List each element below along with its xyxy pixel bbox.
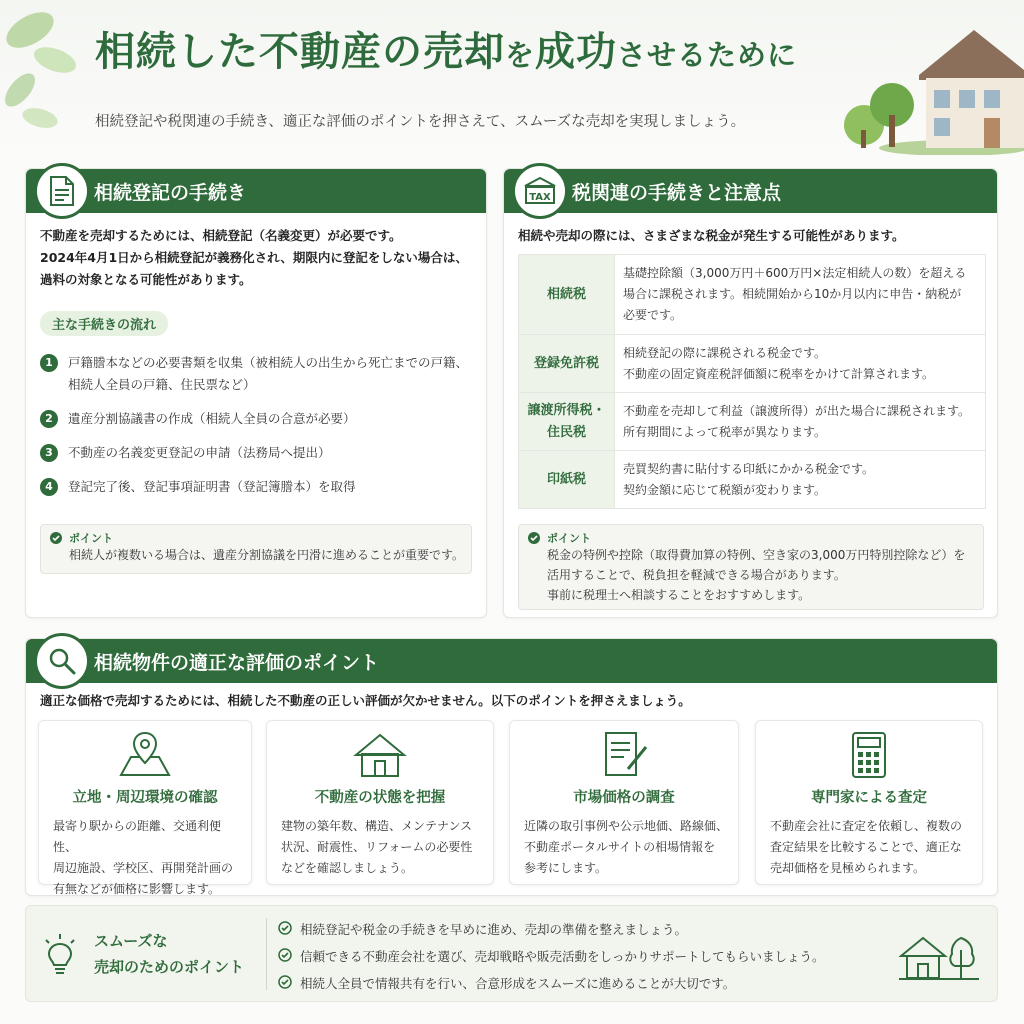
tax-label: 印紙税 (519, 451, 615, 509)
summary-box: スムーズな 売却のためのポイント 相続登記や税金の手続きを早めに進め、売却の準備を整えましょう。 信頼できる不動産会社を選び、売却戦略や販売活動をしっかりサポートしてもらいましょう。 相続人全員で情報共有を行い、合意形成をスムーズに進めることが大切です。 (25, 905, 998, 1002)
step-text: 登記完了後、登記事項証明書（登記簿謄本）を取得 (68, 479, 356, 494)
table-row (519, 255, 986, 335)
check-circle-icon (527, 531, 541, 545)
check-circle-icon (278, 975, 292, 989)
check-circle-icon (278, 948, 292, 962)
eval-card-body: 建物の築年数、構造、メンテナンス 状況、耐震性、リフォームの必要性 などを確認しましょう。 (281, 819, 473, 875)
eval-card-condition (266, 720, 494, 885)
eval-card-expert (755, 720, 983, 885)
summary-title: スムーズな 売却のためのポイント (94, 932, 245, 976)
tax-icon-text: TAX (529, 192, 551, 203)
tax-label: 譲渡所得税・ 住民税 (519, 393, 615, 451)
point-title: ポイント (69, 532, 113, 545)
tax-intro: 相続や売却の際には、さまざまな税金が発生する可能性があります。 (518, 228, 905, 243)
registration-point-box (40, 524, 472, 574)
lightbulb-icon (40, 932, 80, 978)
eval-card-title: 専門家による査定 (811, 790, 927, 806)
leaf-decoration-icon (0, 0, 90, 150)
tax-desc: 基礎控除額（3,000万円＋600万円×法定相続人の数）を超える 場合に課税されます。相続開始から10か月以内に申告・納税が 必要です。 (615, 255, 986, 335)
registration-heading: 相続登記の手続き (94, 182, 247, 204)
magnifier-icon (34, 633, 90, 689)
document-pen-icon (594, 729, 654, 781)
point-body: 相続人が複数いる場合は、遺産分割協議を円滑に進めることが重要です。 (69, 548, 465, 562)
registration-header (26, 169, 486, 213)
house-tree-icon (899, 932, 979, 982)
registration-intro-3: 過料の対象となる可能性があります。 (40, 272, 252, 287)
map-pin-icon (115, 729, 175, 781)
step-item (40, 476, 480, 498)
tax-desc: 相続登記の際に課税される税金です。 不動産の固定資産税評価額に税率をかけて計算されます。 (615, 335, 986, 393)
check-circle-icon (49, 531, 63, 545)
document-icon (34, 163, 90, 219)
step-item (40, 408, 480, 430)
registration-intro-1: 不動産を売却するためには、相続登記（名義変更）が必要です。 (40, 228, 402, 243)
table-row (519, 335, 986, 393)
registration-intro-2: 2024年4月1日から相続登記が義務化され、期限内に登記をしない場合は、 (40, 250, 468, 265)
check-circle-icon (278, 921, 292, 935)
step-item (40, 352, 480, 396)
evaluation-heading: 相続物件の適正な評価のポイント (94, 652, 380, 674)
eval-card-title: 市場価格の調査 (573, 790, 675, 806)
point-body: 税金の特例や控除（取得費加算の特例、空き家の3,000万円特別控除など）を 活用することで、税負担を軽減できる場合があります。 事前に税理士へ相談することをおすすめします。 (547, 548, 966, 602)
tax-heading: 税関連の手続きと注意点 (572, 182, 782, 204)
tax-desc: 不動産を売却して利益（譲渡所得）が出た場合に課税されます。 所有期間によって税率が異なります。 (615, 393, 986, 451)
eval-card-body: 不動産会社に査定を依頼し、複数の 査定結果を比較することで、適正な 売却価格を見極められます。 (770, 819, 963, 875)
eval-card-market (509, 720, 739, 885)
tax-header (504, 169, 997, 213)
step-number: 2 (40, 410, 58, 428)
house-illustration-icon (834, 20, 1024, 155)
step-number: 3 (40, 444, 58, 462)
eval-card-title: 不動産の状態を把握 (314, 790, 446, 806)
step-text: 不動産の名義変更登記の申請（法務局へ提出） (68, 445, 331, 460)
evaluation-header (26, 639, 997, 683)
calculator-icon (839, 729, 899, 781)
house-icon (350, 729, 410, 781)
table-row (519, 393, 986, 451)
tax-icon (512, 163, 568, 219)
tax-label: 登録免許税 (519, 335, 615, 393)
point-title: ポイント (547, 532, 591, 545)
step-text: 遺産分割協議書の作成（相続人全員の合意が必要） (68, 411, 356, 426)
header (0, 0, 1024, 155)
registration-card (25, 168, 487, 618)
eval-card-title: 立地・周辺環境の確認 (72, 790, 218, 806)
tax-card (503, 168, 998, 618)
eval-card-location (38, 720, 252, 896)
tax-table (518, 254, 986, 509)
divider (266, 918, 267, 990)
tax-label: 相続税 (519, 255, 615, 335)
step-number: 4 (40, 478, 58, 496)
flow-label: 主な手続きの流れ (40, 311, 168, 336)
step-text-cont: 相続人全員の戸籍、住民票など） (68, 377, 256, 392)
evaluation-intro: 適正な価格で売却するためには、相続した不動産の正しい評価が欠かせません。以下のポイントを押さえましょう。 (40, 693, 691, 708)
step-item (40, 442, 480, 464)
page-title: 相続した不動産の売却を成功させるために (95, 28, 798, 75)
tax-point-box (518, 524, 984, 610)
tax-desc: 売買契約書に貼付する印紙にかかる税金です。 契約金額に応じて税額が変わります。 (615, 451, 986, 509)
page-subtitle: 相続登記や税関連の手続き、適正な評価のポイントを押さえて、スムーズな売却を実現しましょう。 (95, 114, 746, 130)
table-row (519, 451, 986, 509)
eval-card-body: 最寄り駅からの距離、交通利便性、 周辺施設、学校区、再開発計画の 有無などが価格に影響します。 (53, 819, 234, 896)
step-number: 1 (40, 354, 58, 372)
step-text: 戸籍謄本などの必要書類を収集（被相続人の出生から死亡までの戸籍、 (68, 355, 469, 370)
eval-card-body: 近隣の取引事例や公示地価、路線価、 不動産ポータルサイトの相場情報を 参考にします。 (524, 819, 729, 875)
